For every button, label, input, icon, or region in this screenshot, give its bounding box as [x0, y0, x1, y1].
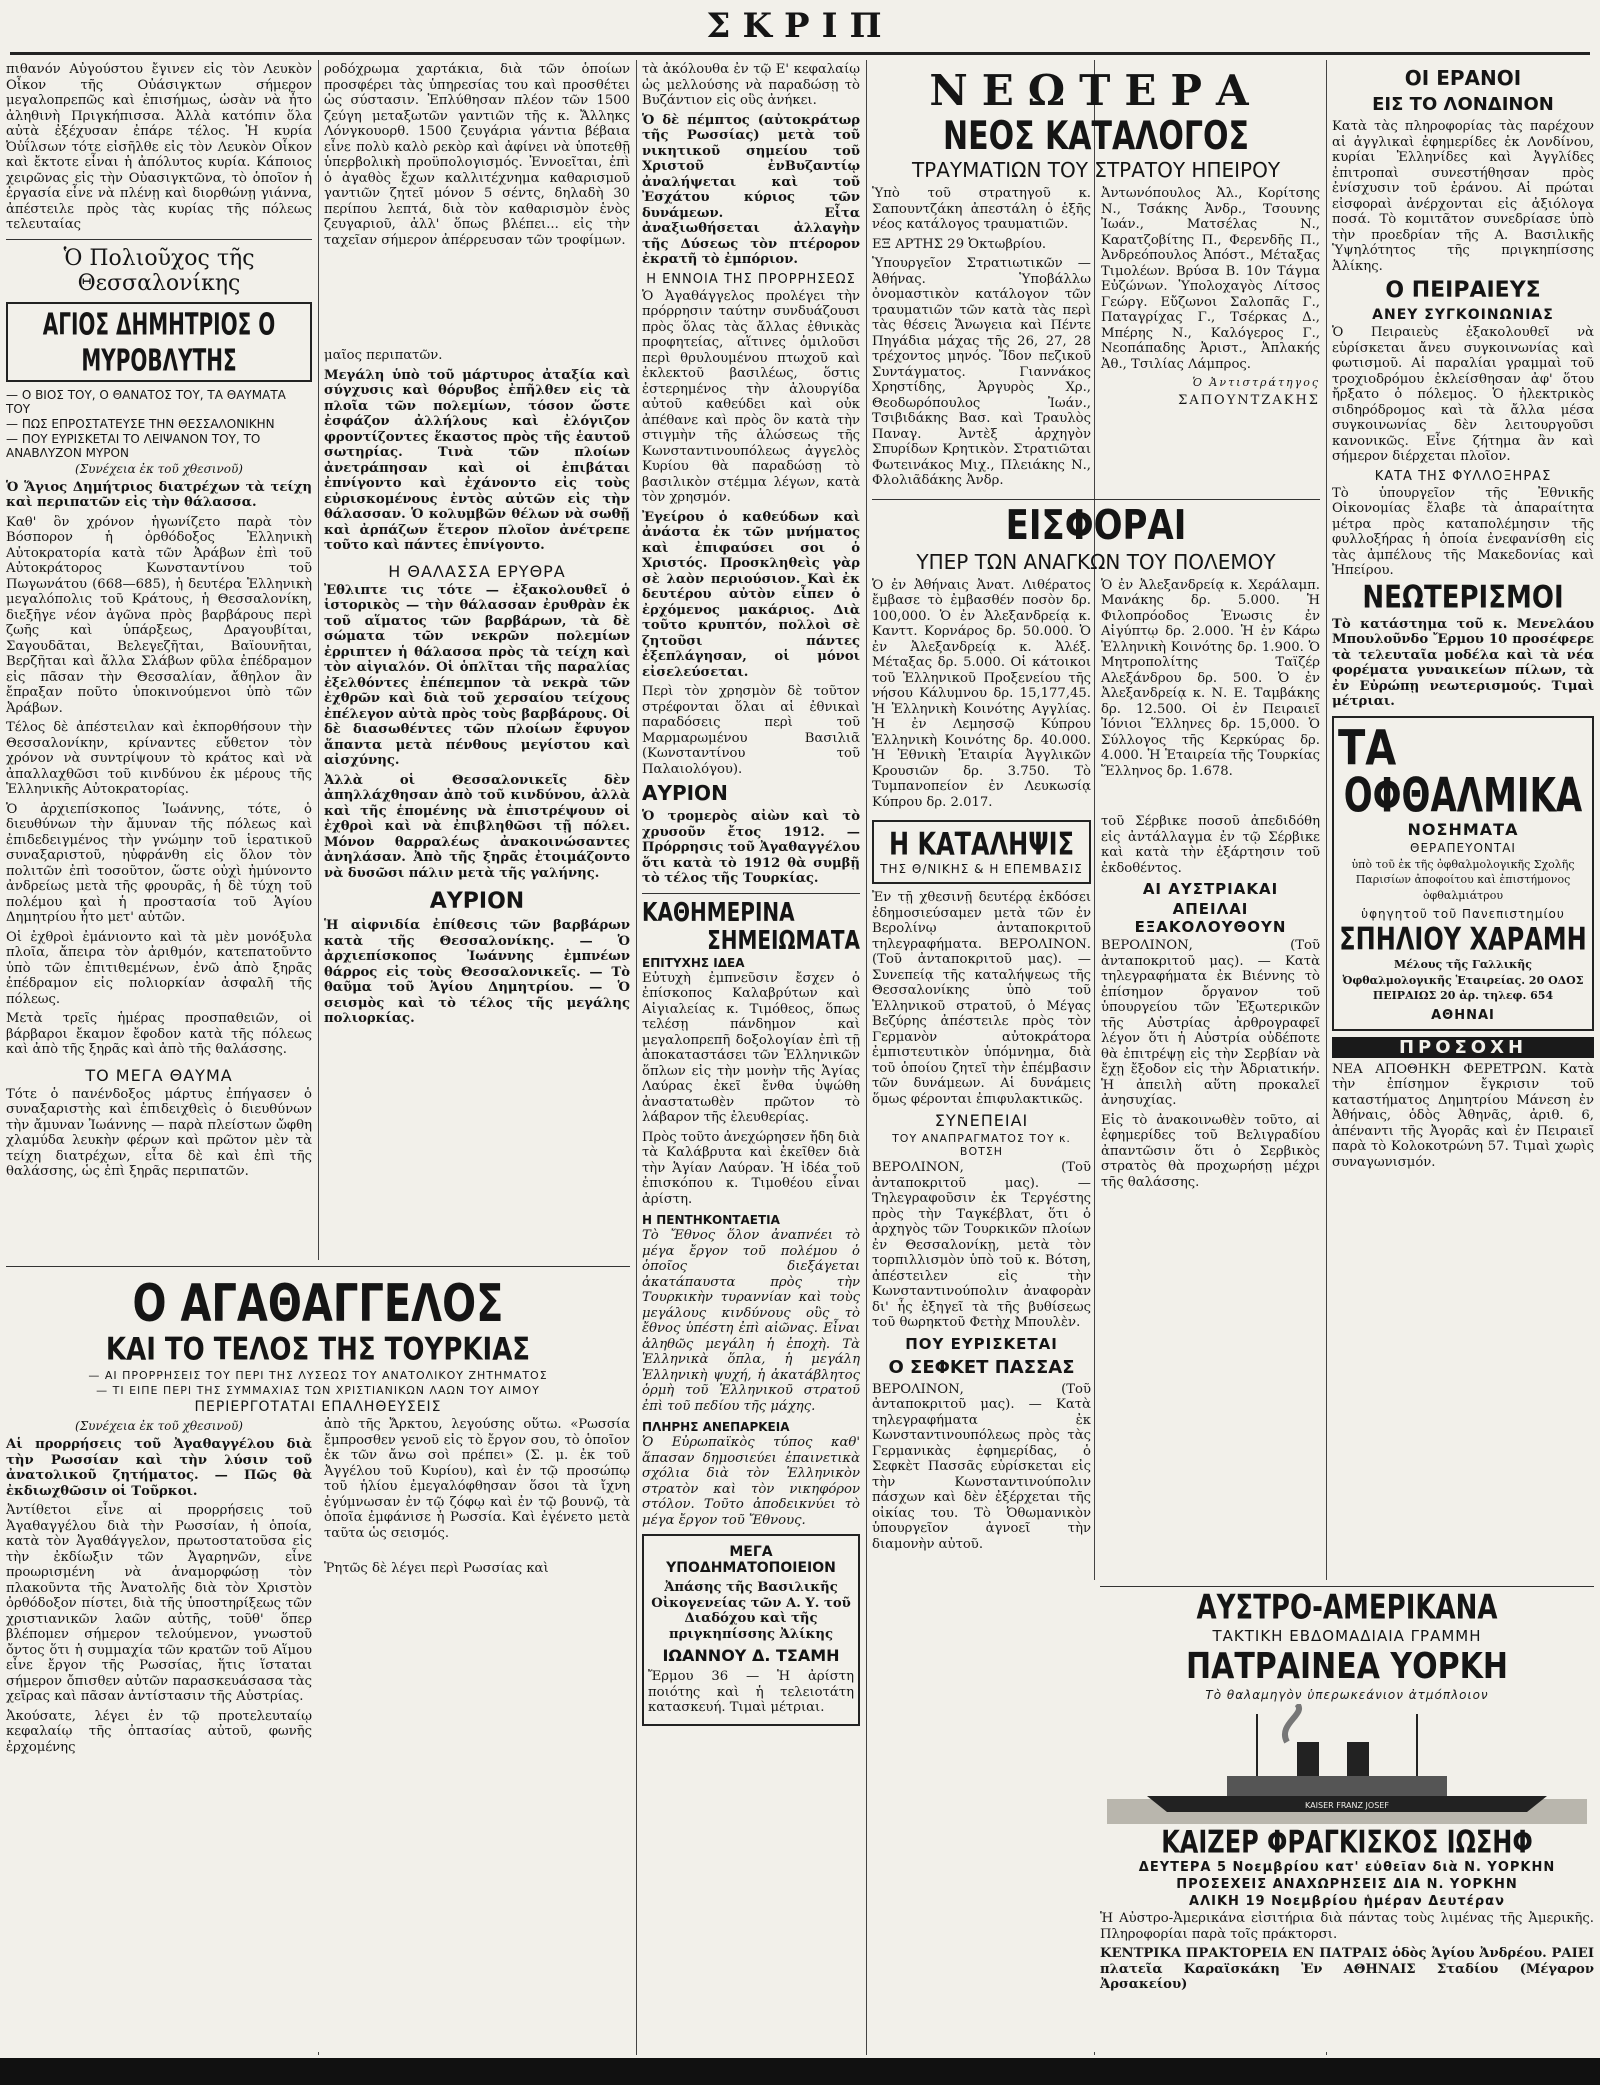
paragraph: Αἱ προρρήσεις τοῦ Ἀγαθαγγέλου διὰ τὴν Ρωσσίαν καὶ τὴν λύσιν τοῦ ἀνατολικοῦ ζητήματος. — Πῶς θὰ ἐκδιωχθῶσιν οἱ Τοῦρκοι.: [6, 1437, 312, 1499]
ad-name: ΣΠΗΛΙΟΥ ΧΑΡΑΜΗ: [1339, 920, 1587, 958]
section-heading: Ο ΠΕΙΡΑΙΕΥΣ: [1385, 278, 1541, 303]
paragraph: Ὑπὸ τοῦ στρατηγοῦ κ. Σαπουντζάκη ἀπεστάλη ὁ ἑξῆς νέος κατάλογος τραυματιῶν.: [872, 186, 1091, 232]
occupation-box: [872, 820, 1091, 884]
ad-headline: ΤΑ: [1338, 720, 1397, 777]
paragraph: Περὶ τὸν χρησμὸν δὲ τοῦτον στρέφονται ὅλαι αἱ ἐθνικαὶ παραδόσεις περὶ τοῦ Μαρμαρωμένου Βασιλιᾶ (Κωνσταντίνου τοῦ Παλαιολόγου).: [642, 684, 860, 777]
subheading-line: ΠΕΡΙΕΡΓΟΤΑΤΑΙ ΕΠΑΛΗΘΕΥΣΕΙΣ: [194, 1399, 442, 1415]
section-heading: Η ΚΑΤΑΛΗΨΙΣ: [889, 825, 1074, 863]
section-subheading: ΑΝΕΥ ΣΥΓΚΟΙΝΩΝΙΑΣ: [1372, 307, 1554, 323]
paragraph: Ἀντίθετοι εἶνε αἱ προρρήσεις τοῦ Ἀγαθαγγέλου διὰ τὴν Ρωσσίαν, ἡ ὁποία, κατὰ τὸν Ἀγαθάγγελον, πρωτοστατοῦσα εἰς τὴν ἐκδίωξιν τῶν Ἀγαρηνῶν, εἶνε προωρισμένη νὰ ἀναμορφώσῃ τὸν πλακοῦντα τῆς Ἀνατολῆς διὰ τὸν Χριστὸν ὀρθόδοξον πίστει, διὰ τῆς ὑποστηρίξεως τῶν χριστιανικῶν λαῶν αὐτῆς, τοῦθ' ὅπερ βλέπομεν σήμερον τελούμενον, γνωστοῦ ὄντος ὅτι ἡ συμμαχία τῶν κρατῶν τοῦ Αἵμου εἶνε ἔργον τῆς Ρωσσίας, ἥτις ἵσταται σήμερον ὄπισθεν αὐτῶν παρασκευάσασα τὰς χεῖρας καὶ πᾶσαν ἀντίστασιν τῆς Αὐστρίας.: [6, 1503, 312, 1704]
paragraph: Εὐτυχὴ ἐμπνεῦσιν ἔσχεν ὁ ἐπίσκοπος Καλαβρύτων καὶ Αἰγιαλείας κ. Τιμόθεος, ὅπως τελέσῃ πάνδημον καὶ μεγαλοπρεπῆ δοξολογίαν ἐπὶ τῇ ἀποκαταστάσει τῶν Ἑλληνικῶν ὅπλων εἰς τὴν μονὴν τῆς Ἁγίας Λαύρας ἐκεῖ ἔνθα ὑψώθη ἀναστατωθὲν πρῶτον τὸ λάβαρον τῆς ἐλευθερίας.: [642, 970, 860, 1125]
article-continuation: τὰ ἀκόλουθα ἐν τῷ Ε' κεφαλαίῳ ὡς μελλούσης νὰ παραδώσῃ τὸ Βυζάντιον εἰς οὓς ἀνήκει.: [642, 62, 860, 108]
news-lower: [872, 814, 1320, 1556]
section-heading: ΕΠΙΤΥΧΗΣ ΙΔΕΑ: [642, 955, 745, 970]
section-heading: ΠΡΟΣΟΧΗ: [1332, 1037, 1594, 1058]
paragraph: ΒΕΡΟΛΙΝΟΝ, (Τοῦ ἀνταποκριτοῦ μας). — Κατὰ τηλεγραφήματα ἐκ Κωνσταντινουπόλεως πρὸς τὰς Γερμανικὰς ἐφημερίδας, ὁ Σεφκὲτ Πασσᾶς εὑρίσκεται εἰς τὴν Κωνσταντινούπολιν πάσχων καὶ δὲν ἐξέρχεται τῆς οἰκίας του. Τὸ Ὀθωμανικὸν ὑπουργεῖον ἀγνοεῖ τὴν διαμονὴν αὐτοῦ.: [872, 1381, 1091, 1552]
paragraph: Κατὰ τὰς πληροφορίας τὰς παρέχουν αἱ ἀγγλικαὶ ἐφημερίδες ἐκ Λονδίνου, κυρίαι Ἑλληνίδες καὶ Ἀγγλίδες ἐπιτροπαὶ συνεστήθησαν πρὸς ἐνίσχυσιν τοῦ ἐράνου. Αἱ πρώται εἰσφοραὶ ἀνέρχονται εἰς ἀξιόλογα ποσά. Τὸ κομιτᾶτον συνεδρίασε ὑπὸ τὴν προεδρίαν τῆς Α. Βασιλικῆς Ὑψηλότητος τῆς πριγκηπίσσης Ἀλίκης.: [1332, 119, 1594, 274]
section-heading: ΑΥΡΙΟΝ: [429, 889, 525, 914]
paragraph: μαῖος περιπατῶν.: [324, 348, 443, 363]
agathangelos-left: [6, 1417, 312, 1759]
shoe-advertisement: [642, 1534, 860, 1726]
signature-label: Ὁ Ἀντιστράτηγος: [1192, 376, 1320, 389]
ad-text: ὑπὸ τοῦ ἐκ τῆς ὀφθαλμολογικῆς Σχολῆς Παρισίων ἀποφοίτου καὶ ἐπιστήμονος ὀφθαλμιάτρου: [1351, 857, 1575, 902]
section-heading: ΝΕΩΤΕΡΙΣΜΟΙ: [1362, 579, 1564, 616]
column-heading: ΚΑΘΗΜΕΡΙΝΑ: [642, 895, 795, 928]
saint-banner: [6, 302, 312, 382]
masthead: [0, 0, 1600, 52]
saint-headline: ΑΓΙΟΣ ΔΗΜΗΤΡΙΟΣ Ο ΜΥΡΟΒΛΥΤΗΣ: [42, 305, 276, 378]
paragraph: Τὸ ὑπουργεῖον τῆς Ἐθνικῆς Οἰκονομίας ἔλαβε τὰ ἀπαραίτητα μέτρα πρὸς καταπολέμησιν τῆς φυλλοξήρας ἡ ὁποία ἐνεφανίσθη εἰς τὰς ἀμπέλους τῆς Μακεδονίας καὶ Ἠπείρου.: [1332, 485, 1594, 578]
departure-line: ΑΛΙΚΗ 19 Νοεμβρίου ἡμέραν Δευτέραν: [1189, 1894, 1505, 1909]
divider: [6, 1266, 630, 1267]
continuation-note: (Συνέχεια ἐκ τοῦ χθεσινοῦ): [75, 461, 243, 476]
continuation-note: (Συνέχεια ἐκ τοῦ χθεσινοῦ): [75, 1419, 243, 1433]
section-heading: ΚΑΤΑ ΤΗΣ ΦΥΛΛΟΞΗΡΑΣ: [1374, 468, 1552, 484]
agathangelos-headline: Ο ΑΓΑΘΑΓΓΕΛΟΣ: [132, 1274, 504, 1334]
section-subheading: Ο ΣΕΦΚΕΤ ΠΑΣΣΑΣ: [888, 1356, 1075, 1378]
ship-funnel: [1347, 1742, 1369, 1776]
section-heading: Η ΕΝΝΟΙΑ ΤΗΣ ΠΡΟΡΡΗΣΕΩΣ: [646, 271, 856, 287]
ad-name: ΙΩΑΝΝΟΥ Δ. ΤΣΑΜΗ: [662, 1646, 840, 1665]
paragraph: Ἀντωνόπουλος Ἀλ., Κορίτσης Ν., Τσάκης Ἀνδρ., Τσουνης Ἰωάν., Ματσέλας Ν., Καρατζοβίτης Π., Φερενδῆς Π., Ἀνδρεόπουλος Ἀπόστ., Μέταξας Τιμολέων. Βρύσα Β. 10ν Τάγμα Εὐζώνων. Ὑπολοχαγὸς Λίτσος Γεώργ. Εὔζωνοι Σαλοπᾶς Γ., Παταγρίχας Γ., Τσέρκας Δ., Μπέρης Ν., Καλόγερος Γ., Νεοπάπαδης Ἀριστ., Ἀπλακής Ἀθ., Τσιλίας Λάμπρος.: [1101, 186, 1320, 372]
ship-name: ΚΑΙΖΕΡ ΦΡΑΓΚΙΣΚΟΣ ΙΩΣΗΦ: [1161, 1823, 1533, 1861]
subheading-line: — ΠΩΣ ΕΠΡΟΣΤΑΤΕΥΣΕ ΤΗΝ ΘΕΣΣΑΛΟΝΙΚΗΝ: [6, 416, 275, 431]
paragraph: Εἰς τὸ ἀνακοινωθὲν τοῦτο, αἱ ἐφημερίδες τοῦ Βελιγραδίου ἀπαντῶσιν ὅτι ὁ Σερβικὸς στρατὸς θὰ προχωρήσῃ μέχρι τῆς θαλάσσης.: [1101, 1112, 1320, 1190]
wounded-left: [872, 186, 1091, 493]
dateline: ΕΞ ΑΡΤΗΣ 29 Ὀκτωβρίου.: [872, 236, 1047, 252]
section-subheading: ΤΗΣ Θ/ΝΙΚΗΣ & Η ΕΠΕΜΒΑΣΙΣ: [880, 862, 1083, 876]
section-heading: ΤΟ ΜΕΓΑ ΘΑΥΜΑ: [85, 1065, 233, 1085]
paragraph: Ὁ ἐν Ἀθήναις Ἀνατ. Λιθέρατος ἔμβασε τὸ ἐμβασθέν ποσὸν δρ. 100,000. Ὁ ἐν Ἀλεξανδρείᾳ κ. Κανττ. Κορνάρος δρ. 50.000. Ὁ ἐν Ἀλεξανδρείᾳ κ. Ἀλέξ. Μέταξας δρ. 5.000. Οἱ κάτοικοι τοῦ Ἑλληνικοῦ Προξενείου τῆς νήσου Κάλυμνου δρ. 15,177,45. Ἡ Ἑλληνικὴ Κοινότης Αγγλίας. Ἡ ἐν Λεμησσῷ Κύπρου Ἑλληνικὴ Κοινότης δρ. 40.000. Ἡ Ἐθνικὴ Ἑταιρία Ἀγγλικῶν Κρουσιῶν δρ. 3.750. Τὸ Τυμπανοπείον ἐν Λευκωσίᾳ Κύπρου δρ. 2.017.: [872, 577, 1091, 810]
paragraph: ΒΕΡΟΛΙΝΟΝ, (Τοῦ ἀνταποκριτοῦ μας). — Κατὰ τηλεγραφήματα ἐκ Βιέννης τὸ ἐπίσημον ὄργανον τοῦ ὑπουργείου τῶν Ἐξωτερικῶν τῆς Αὐστρίας ἀρθρογραφεῖ λέγον ὅτι ἡ Αὐστρία οὐδέποτε θὰ ἐπιτρέψῃ εἰς τὴν Σερβίαν νὰ ἔχῃ ἔξοδον εἰς τὴν Ἀδριατικήν. Ἡ ἀπειλὴ αὕτη προκαλεῖ ἀνησυχίας.: [1101, 938, 1320, 1108]
agathangelos-subheadline: ΚΑΙ ΤΟ ΤΕΛΟΣ ΤΗΣ ΤΟΥΡΚΙΑΣ: [105, 1332, 531, 1368]
news-lower-left: [872, 814, 1091, 1556]
ad-subheadline: ΘΕΡΑΠΕΥΟΝΤΑΙ: [1410, 840, 1516, 855]
section-subheading: ΕΙΣ ΤΟ ΛΟΝΔΙΝΟΝ: [1372, 94, 1554, 115]
paragraph: Τὸ κατάστημα τοῦ κ. Μενελάου Μπουλοῦνδο Ἔρμου 10 προσέφερε τὰ τελευταῖα μοδέλα καὶ τὰ νέα φορέματα γυναικείων πίλων, τὰ ἐν Εὐρώπῃ νεωτερισμούς. Τιμαὶ μέτριαι.: [1332, 616, 1594, 709]
patron-heading: Ὁ Πολιοῦχος τῆς Θεσσαλονίκης: [63, 245, 255, 296]
paragraph: Ὁ Πειραιεὺς ἐξακολουθεῖ νὰ εὑρίσκεται ἄνευ συγκοινωνίας καὶ φωτισμοῦ. Αἱ παραλίαι γραμμαὶ τοῦ τροχιοδρόμου ἐκλείσθησαν ἀφ' ὅτου ἤρξατο ὁ πόλεμος. Ὁ ἠλεκτρικὸς σιδηρόδρομος καὶ τὰ ἄλλα μέσα συγκοινωνίας δὲν λειτουργοῦσι κανονικῶς. Εἶνε ζήτημα ἂν καὶ σήμερον διέρχεται πλοῖον.: [1332, 325, 1594, 464]
ship-funnel: [1297, 1742, 1319, 1776]
ad-headline: ΟΦΘΑΛΜΙΚΑ: [1343, 767, 1583, 824]
section-heading: Η ΘΑΛΑΣΣΑ ΕΡΥΘΡΑ: [388, 561, 566, 581]
paragraph: Ὁ Εὐρωπαϊκὸς τύπος καθ' ἅπασαν δημοσιεύει ἐπαινετικὰ σχόλια διὰ τὸν Ἑλληνικὸν στρατὸν καὶ τὸν νικηφόρον στόλον. Τοῦτο ἀποδεικνύει τὸ μέγα ἔργον τοῦ Ἔθνους.: [642, 1435, 860, 1528]
ad-text: Ἔρμου 36 — Ἡ ἀρίστη ποιότης καὶ ἡ τελειοτάτη κατασκευή. Τιμαὶ μέτριαι.: [648, 1669, 854, 1715]
newspaper-title: ΣΚΡΙΠ: [706, 6, 894, 46]
paragraph: Τέλος δὲ ἀπέστειλαν καὶ ἐκπορθήσουν τὴν Θεσσαλονίκην, κρίναντες εὔθετον τὸν χρόνον νὰ συντρίψουν τὸ κράτος καὶ νὰ ἀπαλλαχθῶσι τοῦ κινδύνου ἐκ μέρους τῆς Ἑλληνικῆς Αὐτοκρατορίας.: [6, 720, 312, 797]
paragraph: Ἐγείρου ὁ καθεύδων καὶ ἀνάστα ἐκ τῶν μνήματος καὶ ἐπιφαύσει σοι ὁ Χριστός. Προσκληθεὶς γὰρ σὲ λαὸν περιούσιον. Καὶ ἐκ δευτέρου αὐτὸν εἶπεν ὁ ἐρχόμενος μακάριος. Διὰ τοῦτο κρυπτόν, πολλοὶ σὲ ζητοῦσι πάντες ἐξεπλάγησαν, οἱ μόνοι εἰσελεύσεται.: [642, 509, 860, 680]
subheading-line: — ΠΟΥ ΕΥΡΙΣΚΕΤΑΙ ΤΟ ΛΕΙΨΑΝΟΝ ΤΟΥ, ΤΟ ΑΝΑΒΛΥΖΟΝ ΜΥΡΟΝ: [6, 431, 261, 460]
ad-text: Μέλους τῆς Γαλλικῆς Ὀφθαλμολογικῆς Ἑταιρείας. 20 ΟΔΟΣ ΠΕΙΡΑΙΩΣ 20 ἀρ. τηλεφ. 654: [1342, 958, 1584, 1002]
agathangelos-article: [0, 1260, 636, 2052]
paragraph: ΝΕΑ ΑΠΟΘΗΚΗ ΦΕΡΕΤΡΩΝ. Κατὰ τὴν ἐπίσημον ἔγκρισιν τοῦ καταστήματος Δημητρίου Μάνεση ἐν Ἀθήναις, ὁδὸς Ἀθηνᾶς, ἀριθ. 6, ἀπέναντι τῆς Ἀγορᾶς καὶ ἐν Πειραιεῖ παρὰ τὸ Κολοκοτρώνη 57. Τιμαὶ χωρὶς συναγωνισμόν.: [1332, 1061, 1594, 1170]
smoke: [1285, 1704, 1299, 1742]
subheading-line: — ΤΙ ΕΙΠΕ ΠΕΡΙ ΤΗΣ ΣΥΜΜΑΧΙΑΣ ΤΩΝ ΧΡΙΣΤΙΑΝΙΚΩΝ ΛΑΩΝ ΤΟΥ ΑΙΜΟΥ: [96, 1384, 540, 1397]
agathangelos-body: [6, 1417, 630, 1759]
section-subheading: ΤΟΥ ΑΝΑΠΡΑΓΜΑΤΟΣ ΤΟΥ κ. ΒΟΤΣΗ: [892, 1132, 1071, 1158]
paragraph: Τὸ Ἔθνος ὅλον ἀναπνέει τὸ μέγα ἔργον τοῦ πολέμου ὁ ὁποῖος διεξάγεται ἀκατάπαυστα πρὸς τὴν Τουρκικὴν τυραννίαν καὶ τοὺς μεγάλους κινδύνους οὓς τὸ ἔθνος ὑπέστη ἐπὶ αἰῶνας. Εἶναι ἀληθῶς μεγάλη ἡ ἐποχὴ. Τὰ Ἑλληνικὰ ὅπλα, ἡ μεγάλη Ἑλληνικὴ ψυχή, ἡ ἀκατάβλητος ὁρμὴ τοῦ Ἑλληνικοῦ στρατοῦ ἐπὶ τοῦ πεδίου τῆς μάχης.: [642, 1228, 860, 1414]
ad-subheadline: ΤΑΚΤΙΚΗ ΕΒΔΟΜΑΔΙΑΙΑ ΓΡΑΜΜΗ: [1212, 1627, 1482, 1645]
paragraph: Ἀλλὰ οἱ Θεσσαλονικεῖς δὲν ἀπηλλάχθησαν ἀπὸ τοῦ κινδύνου, ἀλλὰ καὶ τῆς ἑπομένης νὰ ἐπιστρέψουν οἱ ἐχθροὶ καὶ νὰ ἐπιβληθῶσι τῇ πόλει. Μόνον θαρραλέως ἀνακοινώσαντες ἀνηλάσαν. Ἀπὸ τῆς ξηρᾶς ἐτοιμάζοντο νὰ δυσῶσι πάλιν μετὰ τῆς γαλήνης.: [324, 772, 630, 881]
paragraph: Ὁ τρομερὸς αἰὼν καὶ τὸ χρυσοῦν ἔτος 1912. — Πρόρρησις τοῦ Ἀγαθαγγέλου ὅτι κατὰ τὸ 1912 θὰ συμβῇ τὸ τέλος τῆς Τουρκίας.: [642, 809, 860, 886]
steamship-illustration: [1100, 1704, 1594, 1824]
paragraph: Μετὰ τρεῖς ἡμέρας προσπαθειῶν, οἱ βάρβαροι ἔκαμον ἔφοδον κατὰ τῆς πόλεως καὶ ἀπὸ τῆς ξηρᾶς καὶ ἀπὸ τῆς θαλάσσης.: [6, 1011, 312, 1057]
news-lower-right: [1101, 814, 1320, 1556]
paragraph: Ὁ ἐν Ἀλεξανδρείᾳ κ. Χεράλαμπ. Μανάκης δρ. 5.000. Ἡ Φιλοπρόοδος Ἑνωσις ἐν Αἰγύπτῳ δρ. 2.000. Ἡ ἐν Κάρω Ἑλληνικὴ Κοινότης δρ. 1.900. Ὁ Μητροπολίτης Ταϊζέρ Αλεξάνδρου δρ. 500. Ὁ ἐν Ἀλεξανδρείᾳ κ. Ν. Ε. Ταμβάκης δρ. 12.500. Οἱ ἐν Πειραιεῖ Ἰόνιοι Ἕλληνες δρ. 15,000. Ὁ Σύλλογος τῆς Κερκύρας δρ. 4.000. Ἡ Ἑταιρεία τῆς Τουρκίας Ἕλληνος δρ. 1.678.: [1101, 577, 1320, 779]
subheading-line: — ΑΙ ΠΡΟΡΡΗΣΕΙΣ ΤΟΥ ΠΕΡΙ ΤΗΣ ΛΥΣΕΩΣ ΤΟΥ ΑΝΑΤΟΛΙΚΟΥ ΖΗΤΗΜΑΤΟΣ: [88, 1369, 548, 1382]
spacer: [324, 252, 630, 348]
paragraph: Ἐθλιπτε τις τότε — ἐξακολουθεῖ ὁ ἱστορικὸς — τὴν θάλασσαν ἐρυθρὰν ἐκ τοῦ αἵματος τῶν βαρβάρων, τὰ δὲ σώματα τῶν νεκρῶν πολεμίων ἐρριπτεν ἡ θάλασσα πρὸς τὰ τείχη καὶ τὸν αἰγιαλόν. Οἱ ὁπλῖται τῆς παραλίας ἐξελθόντες ἐπέπεμπον τὰ νεκρὰ τῶν ἐχθρῶν καὶ διὰ τοῦ χερσαίου τείχους ἐπέλεγον αὐτὰ πρὸς τοὺς βαρβάρους. Οἱ δὲ διασωθέντες τῶν πλοίων ἔφυγον ἅπαντα μετὰ πένθους μεγίστου καὶ αἰσχύνης.: [324, 582, 630, 768]
ship-deck: [1227, 1776, 1447, 1796]
article-continuation: ροδόχρωμα χαρτάκια, διὰ τῶν ὁποίων προσφέρει τὰς ὑπηρεσίας του καὶ προσθέτει ὡς σύστασιν. Ἐπλύθησαν πλέον τῶν 1500 ζεύγη μεταξωτῶν γαντιῶν τῆς κ. Ἄλληκς Λόνγκουορθ. 1500 ζευγάρια γάντια βέβαια εἶνε πολὺ καλὸ ρεκὸρ καὶ ἀφίνει νὰ ὑποτεθῇ ὑπερβολικὴ προϋπολογισμός. Ἐννοεῖται, ἐπὶ ὁ ἀγαθὸς ἔχων καλλιτέχνημα καθαρισμοῦ γαντιῶν ζητεῖ μόνον 5 σέντς, δηλαδὴ 30 περίπου λεπτά, διὰ τὸν καθαρισμὸν ἑνὸς ζευγαριοῦ, ἀλλ' ὅπως βλέπει... εἰς τὴν ταχεῖαν σήμερον ἀπέρρευσαν τῶν τροφίμων.: [324, 62, 630, 248]
neotera-heading: ΝΕΩΤΕΡΑ: [929, 66, 1263, 115]
paragraph: Ὁ Ἅγιος Δημήτριος διατρέχων τὰ τείχη καὶ περιπατῶν εἰς τὴν θάλασσα.: [6, 479, 312, 510]
catalog-subheadline: ΤΡΑΥΜΑΤΙΩΝ ΤΟΥ ΣΤΡΑΤΟΥ ΗΠΕΙΡΟΥ: [911, 158, 1281, 182]
section-subheading: ΑΠΕΙΛΑΙ ΕΞΑΚΟΛΟΥΘΟΥΝ: [1134, 900, 1287, 936]
paragraph: τοῦ Σέρβικε ποσοῦ ἀπεδιδόθη εἰς ἀντάλλαγμα ἐν τῷ Σέρβικε καὶ κατὰ τὴν ἐξάρτησιν τοῦ ἐκδοθέντος.: [1101, 814, 1320, 876]
column-heading: ΣΗΜΕΙΩΜΑΤΑ: [707, 923, 860, 956]
divider: [872, 499, 1320, 500]
ad-text: Τὸ θαλαμηγὸν ὑπερωκεάνιον ἀτμόπλοιον: [1205, 1688, 1489, 1702]
paragraph: Ἐν τῇ χθεσινῇ δευτέρᾳ ἐκδόσει ἐδημοσιεύσαμεν μετὰ τῶν ἐν Βερολίνῳ ἀνταποκριτοῦ τηλεγραφήματα. ΒΕΡΟΛΙΝΟΝ. (Τοῦ ἀνταποκριτοῦ μας). — Συνεπείᾳ τῆς καταλήψεως τῆς Θεσσαλονίκης ὑπὸ τοῦ Ἑλληνικοῦ στρατοῦ, ὁ Μέγας Βεζύρης ἀπέστειλε πρὸς τὸν Γερμανὸν αὐτοκράτορα ἐμπιστευτικὸν ὑπόμνημα, διὰ τοῦ ὁποίου ζητεῖ τὴν ἐπέμβασιν τῶν δυνάμεων. Αἱ δυνάμεις ὅμως φέρονται ἐπιφυλακτικῶς.: [872, 890, 1091, 1107]
ophthalmology-ad: [1332, 716, 1594, 1031]
divider: [1100, 1586, 1594, 1587]
paragraph: Τότε ὁ πανένδοξος μάρτυς ἐπήγασεν ὁ συναξαριστὴς καὶ ἐπιδειχθεὶς ὁ διευθύνων τὴν ἄμυναν Ἰωάννης — παρὰ πλείστων ὤφθη χλαμύδα λευκὴν φέρων καὶ πρῶτον μὲν τὰ τείχη διατρέχων, εἶτα δὲ καὶ ἐπὶ τῆς θαλάσσης, ὡς ἐπὶ ξηρᾶς περιπατῶν.: [6, 1086, 312, 1179]
section-heading: Η ΠΕΝΤΗΚΟΝΤΑΕΤΙΑ: [642, 1213, 780, 1227]
ad-route: ΠΑΤΡΑΙΝΕΑ ΥΟΡΚΗ: [1186, 1645, 1508, 1688]
contributions-body: [872, 578, 1320, 815]
ad-city: ΑΘΗΝΑΙ: [1431, 1007, 1495, 1023]
section-heading: ΑΙ ΑΥΣΤΡΙΑΚΑΙ: [1142, 880, 1279, 898]
column-3: [636, 62, 866, 2052]
ad-subheadline: ΝΟΣΗΜΑΤΑ: [1407, 819, 1519, 839]
section-heading: ΑΥΡΙΟΝ: [642, 781, 728, 805]
paragraph: Μεγάλη ὑπὸ τοῦ μάρτυρος ἀταξία καὶ σύγχυσις καὶ θόρυβος ἐπῆλθεν εἰς τὰ πλοῖα τῶν πολεμίων, τόσον ὥστε ἐσφάζον ἀλλήλους καὶ ἐλόγιζον φροντίζοντες ἕκαστος πρὸς τῆς ἑαυτοῦ σωτηρίας. Τινὰ τῶν πλοίων ἀνετράπησαν καὶ οἱ ἐπιβάται ἐπνίγοντο καὶ ἐχάνοντο εἰς τοὺς εὐρισκομένους ἐντὸς αὐτῶν εἰς τὴν θάλασσαν. Ὁ κολυμβῶν θέλων νὰ σωθῇ καὶ ἀρπάζων ἕτερον πλοῖον ἀνέτρεπε τοῦτο καὶ πάντες ἐπνίγοντο.: [324, 367, 630, 553]
austro-americana-ad: [1094, 1580, 1600, 2052]
ad-agency: ΚΕΝΤΡΙΚΑ ΠΡΑΚΤΟΡΕΙΑ ΕΝ ΠΑΤΡΑΙΣ ὁδὸς Ἁγίου Ἀνδρέου. ΡΑΙΕΙ πλατεῖα Καραϊσκάκη Ἐν ΑΘΗΝΑΙΣ Σταδίου (Μέγαρον Ἀρσακείου): [1100, 1946, 1594, 1992]
paragraph: Ῥητῶς δὲ λέγει περὶ Ρωσσίας καὶ: [324, 1561, 549, 1576]
departure-line: ΔΕΥΤΕΡΑ 5 Νοεμβρίου κατ' εὐθεῖαν διὰ Ν. ΥΟΡΚΗΝ: [1138, 1860, 1556, 1875]
ad-text: Ἡ Αὐστρο-Ἀμερικάνα εἰσιτήρια διὰ πάντας τοὺς λιμένας τῆς Ἀμερικῆς. Πληροφορίαι παρὰ τοῖς πράκτορσι.: [1100, 1911, 1594, 1942]
paragraph: ἀπὸ τῆς Ἄρκτου, λεγούσης οὕτω. «Ρωσσία ἔμπροσθεν γενοῦ εἰς τὸ ἔργον σου, τὸ ὁποῖον ἐκ τῶν ἄνω σοὶ πρέπει» (Σ. μ. ἐκ τοῦ Ἀγγέλου τοῦ Κυρίου), καὶ ἐν τῷ προσώπῳ τοῦ ἡλίου ἐμεγαλόφθησαν ὅσοι τὰ ἴχνη ἐγύμνωσαν ἐν τῷ ζόφῳ καὶ ἐν τῷ βουνῷ, τὰ ὁποῖα ἐμφάνισε ἡ Ρωσσία. Καὶ ἐγένετο μετὰ ταῦτα ὡς σεισμός.: [324, 1417, 630, 1541]
paragraph: Ὁ Ἀγαθάγγελος προλέγει τὴν πρόρρησιν ταύτην συνδυάζουσι πρὸς ὅλας τὰς ἄλλας ἐθνικὰς προφητείας, αἵτινες ὁμιλοῦσι περὶ θρυλουμένου πτωχοῦ καὶ ἐκλεκτοῦ βασιλέως, ὅστις ἐστερημένος τὴν ἀλουργίδα αὐτοῦ καθεύδει καὶ οὐκ ἀπέθανε καὶ πρὸς ὃν κατὰ τὴν στιγμὴν τῆς ἁλώσεως τῆς Κωνσταντινουπόλεως ἀγγελὸς Κυρίου θὰ παραδώσῃ τὸ βασιλικὸν στέμμα λέγων, κατὰ τὸν χρησμόν.: [642, 288, 860, 505]
paragraph: Ὁ ἀρχιεπίσκοπος Ἰωάννης, τότε, ὁ διευθύνων τὴν ἄμυναν τῆς πόλεως καὶ ἐπιδεδειγμένος τὴν γνώμην τοῦ ἱερατικοῦ συναξαριστοῦ, ηὐφράνθη εἰς ὅλον τὸν πολιτῶν ἐπὶ τοσοῦτον, ὥστε οὐχὶ ἠμύνοντο ἀνδρείως μετὰ τῆς φρουρᾶς, ἡ δὲ τύχη τοῦ πολέμου καὶ ἡ προστασία τοῦ Ἁγίου Δημητρίου ἦτο μετ' αὐτῶν.: [6, 801, 312, 925]
ad-text: Ἀπάσης τῆς Βασιλικῆς Οἰκογενείας τῶν Α. Υ. τοῦ Διαδόχου καὶ τῆς πριγκηπίσσης Ἀλίκης: [651, 1580, 851, 1642]
paragraph: Ἡ αἰφνιδία ἐπίθεσις τῶν βαρβάρων κατὰ τῆς Θεσσαλονίκης. — Ὁ ἀρχιεπίσκοπος Ἰωάννης ἐμπνέων θάρρος εἰς τοὺς Θεσσαλονικεῖς. — Τὸ θαῦμα τοῦ Ἁγίου Δημητρίου. — Ὁ σεισμὸς καὶ τὸ τέλος τῆς μεγάλης πολιορκίας.: [324, 918, 630, 1026]
departure-line: ΠΡΟΣΕΧΕΙΣ ΑΝΑΧΩΡΗΣΕΙΣ ΔΙΑ Ν. ΥΟΡΚΗΝ: [1176, 1877, 1518, 1892]
paragraph: Πρὸς τοῦτο ἀνεχώρησεν ἤδη διὰ τὰ Καλάβρυτα καὶ ἐκεῖθεν διὰ τὴν Ἁγίαν Λαύραν. Ἡ ἰδέα τοῦ ἐπισκόπου κ. Τιμοθέου εἶναι ἀρίστη.: [642, 1129, 860, 1207]
catalog-headline: ΝΕΟΣ ΚΑΤΑΛΟΓΟΣ: [942, 113, 1250, 160]
column-2: [318, 62, 636, 1258]
ad-text: ὑφηγητοῦ τοῦ Πανεπιστημίου: [1361, 907, 1565, 921]
article-continuation: πιθανόν Αὐγούστου ἔγινεν εἰς τὸν Λευκὸν Οἶκον τῆς Οὐάσιγκτων σήμερον μεγαλοπρεπῶς καὶ ἐπισήμως, ὡσὰν νὰ ἦτο ἀληθινὴ Πριγκήπισσα. Ἀλλὰ κατόπιν ὅλα αὐτὰ ἐξέχυσαν ἐπάρε τέλος. Ἡ κυρία Ὀὐΐλσων τότε εἰσῆλθε εἰς τὸν Λευκὸν Οἶκον καὶ ἔκτοτε εἶναι ἡ ἀπόλυτος κυρία. Κάποιος χειρῶνας εἰς τὴν Οὐασιγκτῶνα, τὸ ὁποῖον ἡ ἐργασία εἶνε νὰ πλένῃ καὶ διορθώνῃ γιάννα, ἀπέστειλε πρὸς τὰς κυρίας τῆς πόλεως τελευταίας: [6, 62, 312, 232]
divider: [6, 239, 312, 240]
section-heading: ΠΟΥ ΕΥΡΙΣΚΕΤΑΙ: [905, 1334, 1058, 1353]
paragraph: Ὑπουργεῖον Στρατιωτικῶν — Ἀθήνας. Ὑποβάλλω ὀνομαστικὸν κατάλογον τῶν τραυματιῶν τῶν κατὰ τὰς περὶ τὰς θέσεις Ἄνωγεια καὶ Πέντε Πηγάδια μάχας τῆς 26, 27, 28 τρέχοντος μηνός. Ἴδον πεζικοῦ Συντάγματος. Γιαννάκος Χρηστίδης, Ἀργυρὸς Χρ., Θεοδωρόπουλος Ἰωάν., Τσιβιδάκης Βασ. καὶ Τραυλὸς Παναγ. Ἀντὲξ ἀρχηγὸν Σπυρίδων Κρητικὸν. Στρατιῶται Φωτεινάκος Μιχ., Πλειάκης Ν., Φλολιᾶδάκης Ἀνδρ.: [872, 256, 1091, 488]
bottom-edge: [0, 2058, 1600, 2085]
ad-headline: ΑΥΣΤΡΟ-ΑΜΕΡΙΚΑΝΑ: [1196, 1588, 1498, 1628]
paragraph: Οἱ ἐχθροὶ ἐμάνιοντο καὶ τὰ μὲν μονόξυλα πλοῖα, ἄπειρα τὸν ἀριθμόν, κατεπατοῦντο ὑπὸ τῶν ἐπιτιθεμένων, ἐνῶ ἀπὸ ξηρᾶς ἐπέδραμον εἰς πολιορκίαν ἀσφαλῆ τῆς πόλεως.: [6, 929, 312, 1007]
section-heading: ΠΛΗΡΗΣ ΑΝΕΠΑΡΚΕΙΑ: [642, 1420, 790, 1434]
contributions-headline: ΕΙΣΦΟΡΑΙ: [1005, 501, 1187, 550]
paragraph: Ἀκούσατε, λέγει ἐν τῷ προτελευταίῳ κεφαλαίῳ τῆς ὀπτασίας αὐτοῦ, φωνῆς ἐρχομένης: [6, 1708, 312, 1755]
ad-headline: ΜΕΓΑ ΥΠΟΔΗΜΑΤΟΠΟΙΕΙΟΝ: [666, 1544, 836, 1576]
ship-name-label: KAISER FRANZ JOSEF: [1305, 1801, 1389, 1810]
paragraph: Ὁ δὲ πέμπτος (αὐτοκράτωρ τῆς Ρωσσίας) μετὰ τοῦ νικητικοῦ σημείου τοῦ Χριστοῦ ἐνΒυζαντίῳ ἀναλήψεται καὶ τοῦ Ἐσχάτου κύριος τῶν δυνάμεων. Εἶτα ἀναξιωθήσεται ἀλλαγὴν τῆς Δύσεως τὸν πτέρορον ἐκρατῆ τὸ ἐμπόριον.: [642, 112, 860, 267]
paragraph: ΒΕΡΟΛΙΝΟΝ, (Τοῦ ἀνταποκριτοῦ μας). — Τηλεγραφοῦσιν ἐκ Τεργέστης πρὸς τὴν Ταγκέβλατ, ὅτι ὁ ἀρχηγὸς τῶν Τουρκικῶν πλοίων ἐν Θεσσαλονίκῃ, μετὰ τὸν τορπιλλισμὸν ὑπὸ τοῦ κ. Βότση, ἀπέστειλεν εἰς τὴν Κωνσταντινούπολιν ἀναφορὰν δι' ἧς ἐξηγεῖ τὰ τῆς βυθίσεως τοῦ θωρηκτοῦ Φετὴχ Μπουλὲν.: [872, 1160, 1091, 1330]
masthead-rule: [10, 52, 1590, 55]
signature: ΣΑΠΟΥΝΤΖΑΚΗΣ: [1178, 393, 1320, 408]
contributions-subheadline: ΥΠΕΡ ΤΩΝ ΑΝΑΓΚΩΝ ΤΟΥ ΠΟΛΕΜΟΥ: [916, 549, 1276, 574]
agathangelos-right: [324, 1417, 630, 1759]
paragraph: Καθ' ὃν χρόνον ἡγωνίζετο παρὰ τὸν Βόσπορον ἡ ὀρθόδοξος Ἑλληνικὴ Αὐτοκρατορία κατὰ τῶν Ἀράβων ἐπὶ τοῦ Αὐτοκράτορος Κωνσταντίνου τοῦ Πωγωνάτου (668—685), ἡ δευτέρα Ἑλληνικὴ μεγαλόπολις τοῦ Κράτους, ἡ Θεσσαλονίκη, διεξῆγε νέον ἀγῶνα πρὸς βαρβάρους περὶ ζωῆς καὶ ὑπάρξεως, Δραγουβίται, Σαγουδᾶται, Βελεγεζῆται, Βαϊουνῆται, Βερζῆται καὶ ἄλλα Σλάβων φῦλα ἐπέδραμον εἰς πᾶσαν τὴν Θεσσαλίαν, ἄθηλον ἂν ἔπραξαν ποῦτο ὑποκινούμενοι ὑπὸ τῶν Ἀράβων.: [6, 514, 312, 716]
section-heading: ΣΥΝΕΠΕΙΑΙ: [934, 1111, 1029, 1130]
subheading-line: — Ο ΒΙΟΣ ΤΟΥ, Ο ΘΑΝΑΤΟΣ ΤΟΥ, ΤΑ ΘΑΥΜΑΤΑ ΤΟΥ: [6, 387, 286, 416]
divider: [642, 893, 860, 894]
wounded-right: [1101, 186, 1320, 493]
wounded-body: [872, 186, 1320, 493]
section-heading: ΟΙ ΕΡΑΝΟΙ: [1404, 66, 1522, 90]
